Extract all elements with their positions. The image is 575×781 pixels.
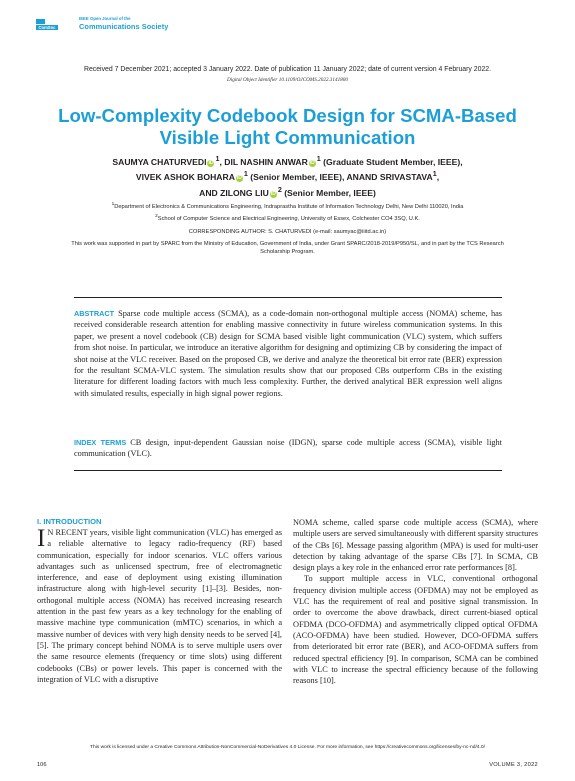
author-name: AND ZILONG LIU (199, 187, 269, 198)
author-affil-number: 1 (316, 155, 321, 163)
paragraph-text: years, visible light communication (VLC) has emerged as a reliable alternative to legacy radio-frequency (RF) based communication, especially for indoor scenarios. VLC offers various advantages such as unlicensed spectrum, free of electromagnetic interference, and ease of deployment using existing illumination infrastructure along with high-level security [1]–[3]. Besides, non-orthogonal multiple access (NOMA) has received increasing research attention in the past few years as a key technology for the enabling of massive machine type communication (mMTC) scenarios, in which a massive number of devices with very high density needs to be served [4], [5]. The primary concept behind NOMA is to serve multiple users over the same resource elements (frequency or time slots) using different codebooks (CBs) or power levels. This paper is concerned with the integration of VLC with a disruptive (37, 528, 282, 684)
paragraph: To support multiple access in VLC, conventional orthogonal frequency division multiple access (OFDMA) may not be employed as VLC has the requirement of real and positive signal transmission. In order to overcome the above drawback, direct current-biased optical OFDMA (DCO-OFDMA) and asymmetrically clipped optical OFDMA (ACO-OFDMA) have been studied. However, DCO-OFDMA suffers from deteriorated bit error rate (BER), and ACO-OFDMA suffers from reduced spectral efficiency [9]. In comparison, SCMA can be combined with VLC to increase the spectral efficiency because of the following reasons [10]. (293, 574, 538, 686)
index-terms-label: INDEX TERMS (74, 438, 127, 447)
index-terms (74, 437, 502, 460)
affil-text: Department of Electronics & Communications Engineering, Indraprastha Institute of Information Technology Delhi, New Delhi 110020, India (114, 203, 464, 210)
svg-text:ComSoc: ComSoc (38, 25, 56, 30)
orcid-icon[interactable]: iD (236, 175, 242, 182)
comsoc-logo (36, 17, 58, 32)
affil-text: School of Computer Science and Electrical Engineering, University of Essex, Colchester CO4 3SQ, U.K. (157, 215, 420, 222)
author-name: VIVEK ASHOK BOHARA (135, 172, 235, 183)
abstract-label: ABSTRACT (74, 309, 115, 318)
journal-title: Communications Society (79, 22, 169, 31)
author-affil-number: 1 (432, 170, 437, 179)
author-role: (Senior Member, IEEE) (284, 187, 376, 198)
author-name: DIL NASHIN ANWAR (224, 156, 308, 167)
body-column-right (293, 517, 538, 686)
first-words: N RECENT (47, 528, 88, 537)
abstract (74, 308, 502, 399)
author-affil-number: 2 (277, 185, 282, 194)
affiliation-line (60, 212, 515, 224)
affiliation-line (60, 200, 515, 212)
orcid-icon[interactable]: iD (208, 159, 214, 166)
drop-cap: I (37, 525, 46, 552)
volume-label: VOLUME 3, 2022 (489, 762, 538, 768)
paragraph: NOMA scheme, called sparse code multiple access (SCMA), where multiple users are served simultaneously with different sparsity structures of the CBs [6]. Message passing algorithm (MPA) is used for multi-user detection by taking advantage of the sparse CBs [7]. In SCMA, CB design plays a key role in the enhanced error rate performances [8]. (293, 518, 538, 573)
section-heading: I. INTRODUCTION (37, 517, 102, 526)
author-name: ANAND SRIVASTAVA (346, 172, 433, 183)
abstract-text: Sparse code multiple access (SCMA), as a code-domain non-orthogonal multiple access (NOMA) scheme, has received considerable research attention for enabling massive connectivity in future wireless communication systems. In this paper, we present a novel codebook (CB) design for SCMA based visible light communication (VLC) system, which suffers from shot noise. In particular, we introduce an iterative algorithm for designing and optimizing CB by considering the impact of shot noise at the VLC receiver. Based on the proposed CB, we derive and analyze the theoretical bit error rate (BER) expression for the resultant SCMA-VLC system. The simulation results show that our proposed CBs outperform CBs in the existing literature for different loading factors with much less complexity. Further, the derived analytical BER expression well aligns with simulated results, especially in high signal power regions. (74, 309, 502, 398)
license-note: This work is licensed under a Creative Commons Attribution-NonCommercial-NoDerivatives 4.0 License. For more information, see https://creativecommons.org/licenses/by-nc-nd/4.0/ (90, 745, 485, 750)
body-column-left (37, 527, 282, 685)
doi-line: Digital Object Identifier 10.1109/OJCOMS.2022.3141800 (227, 77, 348, 83)
corresponding-author: CORRESPONDING AUTHOR: S. CHATURVEDI (e-mail: saumyac@iiitd.ac.in) (188, 229, 387, 235)
author-affil-number: 1 (215, 155, 220, 163)
received-dates: Received 7 December 2021; accepted 3 January 2022. Date of publication 11 January 2022; date of current version 4 February 2022. (83, 66, 492, 73)
orcid-icon[interactable]: iD (309, 159, 315, 166)
journal-subtitle: IEEE Open Journal of the (79, 16, 131, 21)
funding-note: This work was supported in part by SPARC from the Ministry of Education, Government of India, under Grant SPARC/2018-2019/P950/SL, and in part by the TCS Research Scholarship Program. (71, 241, 504, 256)
index-terms-text: CB design, input-dependent Gaussian noise (IDGN), sparse code multiple access (SCMA), visible light communication (VLC). (74, 438, 502, 459)
author-list: SAUMYA CHATURVEDI iD $^1$, DIL NASHIN ANWAR iD $^1$ (Graduate Student Member, IEEE), VIVEK ASHOK BOHARA iD $^1$ (Senior Member, IEEE), ANAND SRIVASTAVA$^1$, AND ZILONG LIU iD $^2$ (Senior Member, IEEE) (112, 155, 463, 198)
paper-title: Low-Complexity Codebook Design for SCMA-Based Visible Light Communication (58, 105, 517, 148)
affil-number: 1 (111, 202, 115, 207)
orcid-icon[interactable]: iD (270, 190, 276, 197)
author-role: , (436, 172, 440, 183)
affiliations (60, 200, 515, 224)
affil-number: 2 (155, 214, 158, 220)
page-number: 106 (37, 762, 47, 768)
author-role: (Senior Member, IEEE), (250, 172, 345, 183)
author-affil-number: 1 (243, 170, 248, 179)
divider (74, 297, 502, 298)
author-name: SAUMYA CHATURVEDI (112, 156, 207, 167)
divider (74, 470, 502, 471)
author-role: (Graduate Student Member, IEEE), (323, 156, 463, 167)
